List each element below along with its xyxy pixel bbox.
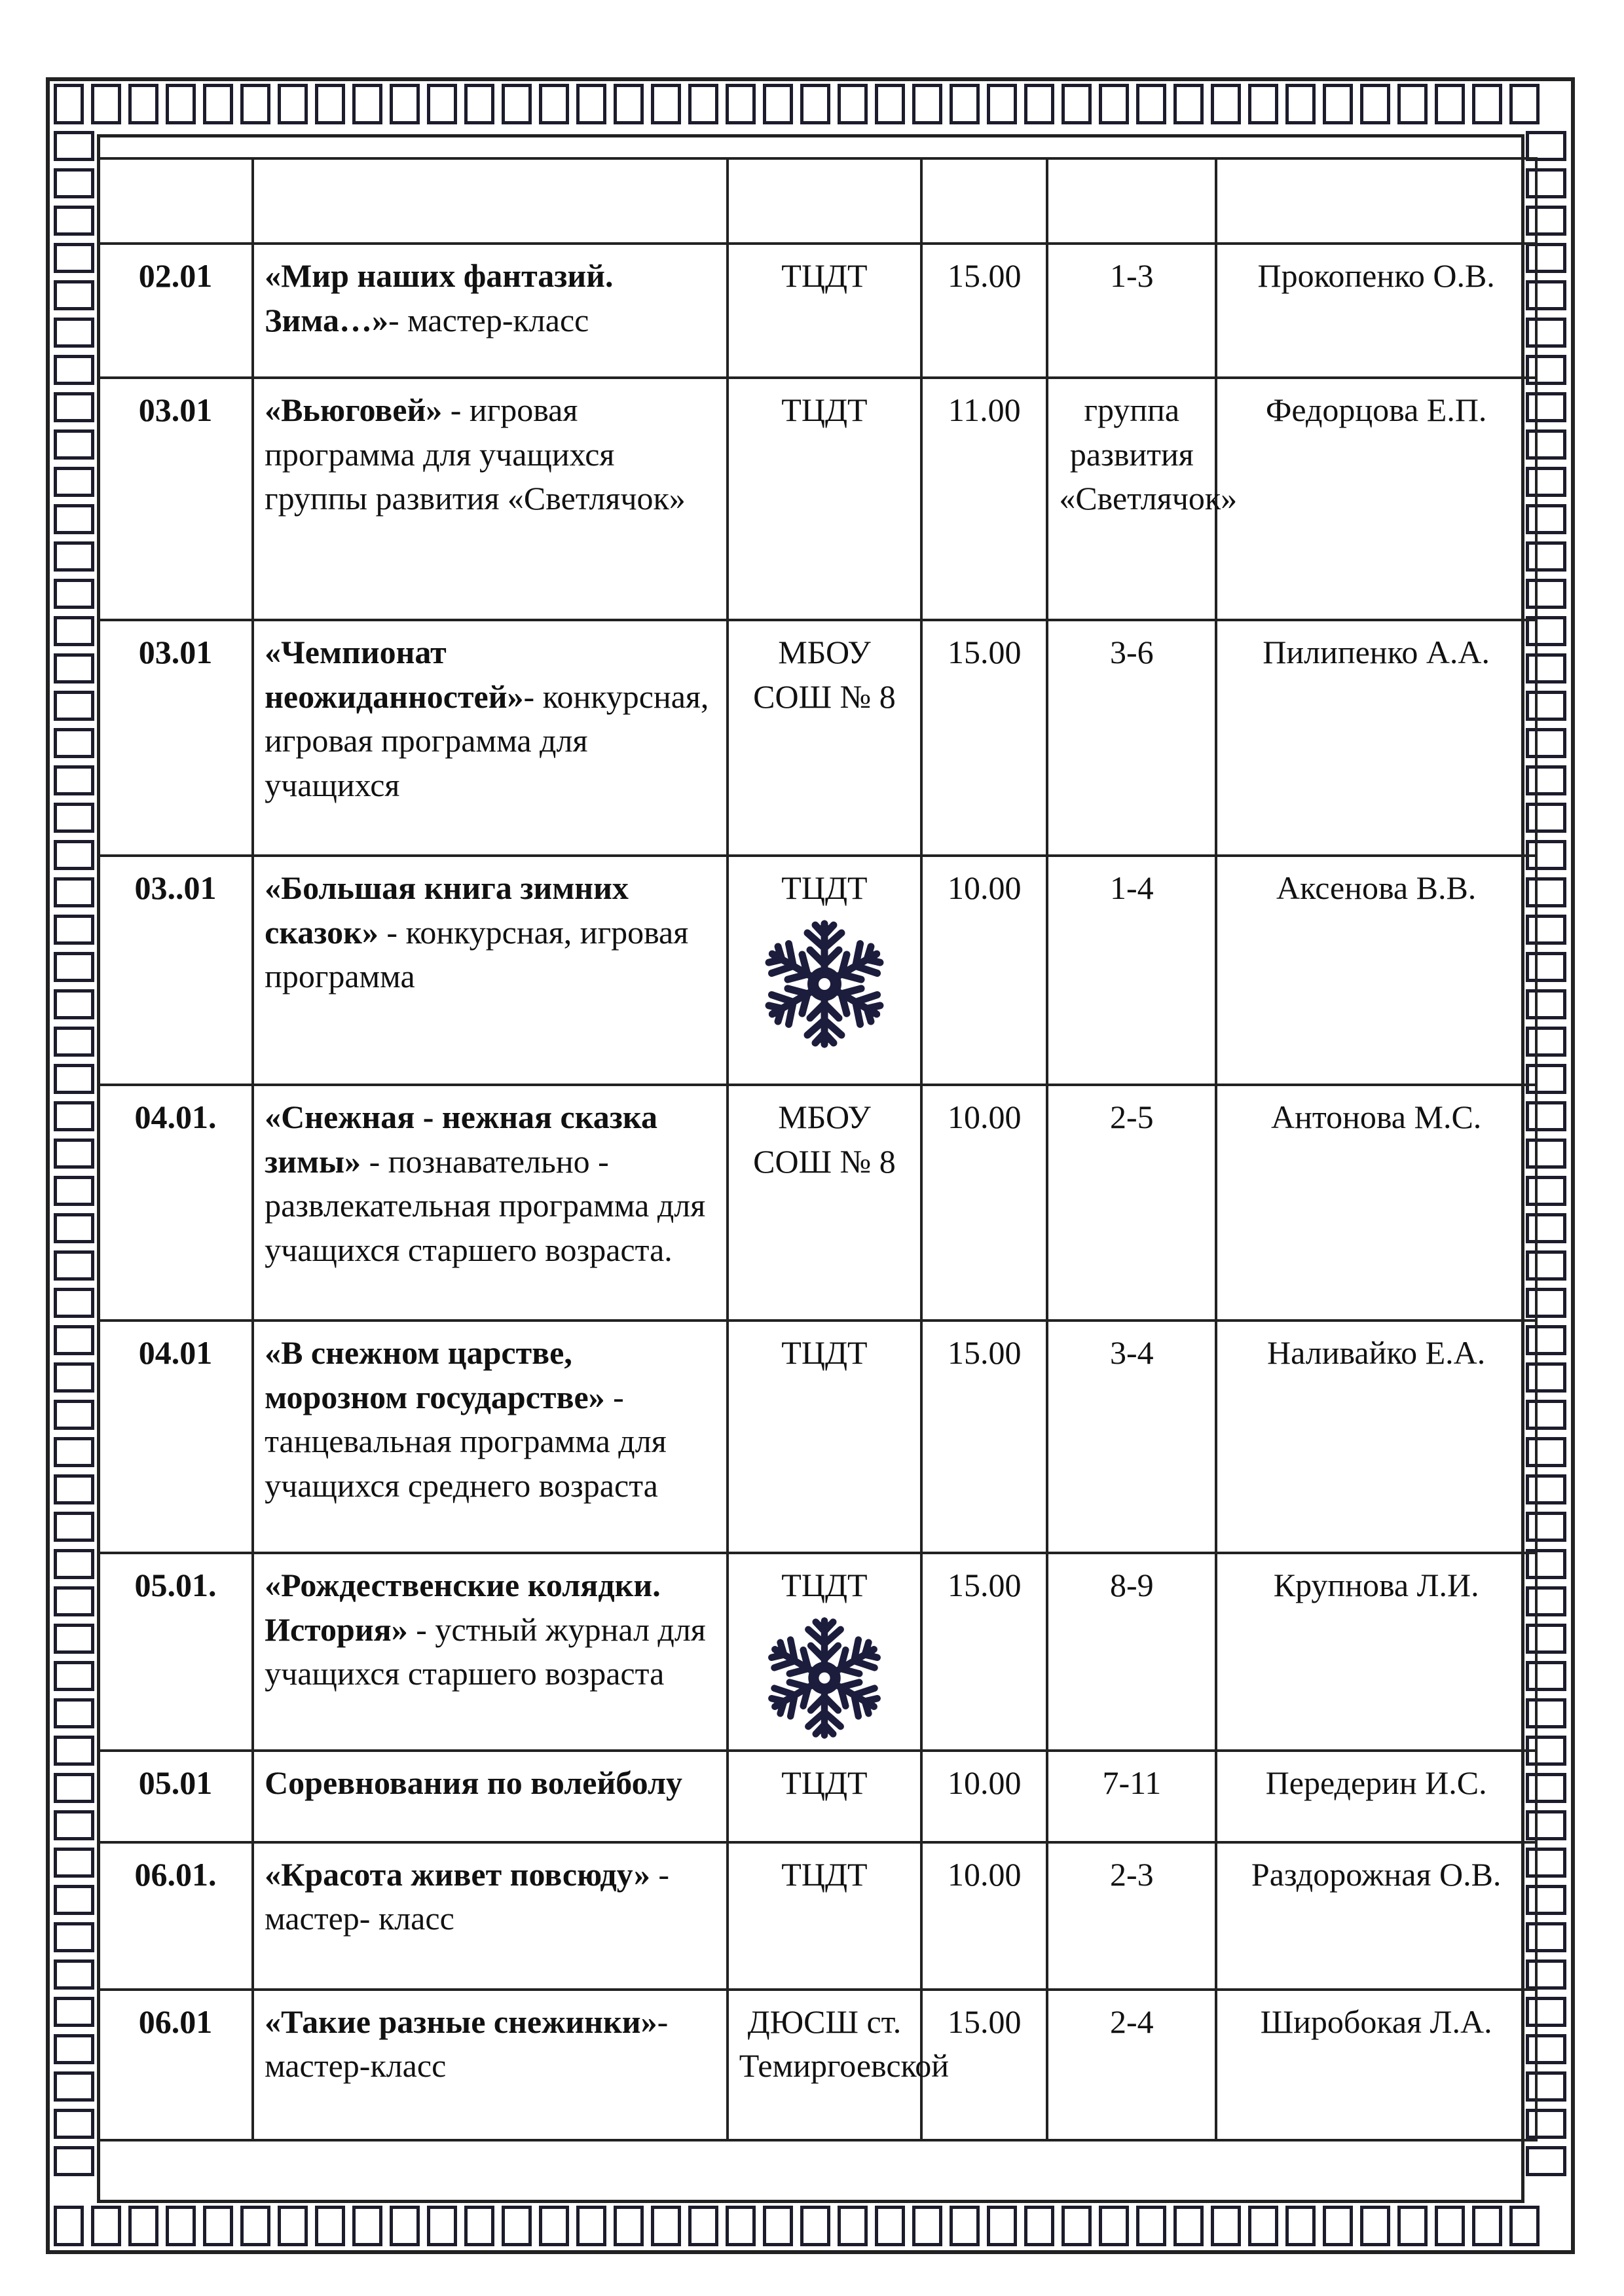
responsible-cell: Раздорожная О.В. bbox=[1216, 1842, 1536, 1990]
checker-square bbox=[203, 2206, 233, 2246]
checker-square bbox=[763, 84, 793, 124]
checker-square bbox=[54, 765, 94, 795]
checker-square bbox=[54, 1176, 94, 1206]
responsible-cell: Прокопенко О.В. bbox=[1216, 244, 1536, 378]
checker-square bbox=[54, 691, 94, 721]
time-cell: 15.00 bbox=[921, 244, 1047, 378]
checker-square bbox=[54, 1064, 94, 1094]
time-cell: 10.00 bbox=[921, 1842, 1047, 1990]
classes-cell: 3-6 bbox=[1047, 620, 1216, 856]
event-description: - танцевальная программа для учащихся среднего возраста bbox=[265, 1378, 667, 1504]
checker-square bbox=[539, 84, 569, 124]
time-cell: 15.00 bbox=[921, 620, 1047, 856]
checker-square bbox=[1360, 84, 1390, 124]
place-text: ТЦДТ bbox=[781, 1567, 868, 1603]
event-cell bbox=[253, 244, 728, 378]
checker-square bbox=[1099, 84, 1129, 124]
table-row bbox=[98, 244, 1536, 378]
event-title: «В снежном царстве, морозном государстве» bbox=[265, 1334, 605, 1415]
event-cell bbox=[253, 620, 728, 856]
event-title: «Рождественские колядки. История» bbox=[265, 1567, 661, 1648]
checker-square bbox=[987, 84, 1017, 124]
checker-square bbox=[763, 2206, 793, 2246]
date-cell: 04.01. bbox=[98, 1085, 253, 1321]
checker-border-bottom bbox=[54, 2206, 1567, 2246]
checker-square bbox=[614, 84, 644, 124]
place-cell bbox=[728, 244, 921, 378]
checker-square bbox=[1248, 84, 1278, 124]
time-cell: 15.00 bbox=[921, 1990, 1047, 2140]
time-cell: 11.00 bbox=[921, 378, 1047, 620]
checker-square bbox=[54, 1698, 94, 1728]
place-cell bbox=[728, 1553, 921, 1751]
table-row bbox=[98, 378, 1536, 620]
event-title: Соревнования по волейболу bbox=[265, 1764, 683, 1801]
place-cell bbox=[728, 1751, 921, 1842]
checker-square bbox=[240, 84, 270, 124]
checker-square bbox=[128, 84, 158, 124]
header-cell bbox=[921, 158, 1047, 244]
classes-cell: 2-3 bbox=[1047, 1842, 1216, 1990]
checker-square bbox=[278, 2206, 308, 2246]
checker-square bbox=[54, 2146, 94, 2176]
checker-square bbox=[576, 2206, 606, 2246]
checker-square bbox=[54, 2109, 94, 2139]
checker-square bbox=[1397, 84, 1428, 124]
classes-cell: 7-11 bbox=[1047, 1751, 1216, 1842]
checker-square bbox=[912, 2206, 942, 2246]
checker-square bbox=[1173, 84, 1204, 124]
checker-square bbox=[54, 355, 94, 385]
checker-square bbox=[800, 2206, 830, 2246]
checker-square bbox=[1136, 84, 1166, 124]
classes-cell: 1-3 bbox=[1047, 244, 1216, 378]
checker-square bbox=[54, 1101, 94, 1131]
checker-square bbox=[54, 1288, 94, 1318]
checker-square bbox=[54, 1512, 94, 1542]
checker-square bbox=[1360, 2206, 1390, 2246]
checker-square bbox=[1472, 84, 1502, 124]
place-cell bbox=[728, 1842, 921, 1990]
place-text: ТЦДТ bbox=[781, 392, 868, 428]
event-description: - мастер- класс bbox=[265, 1855, 670, 1937]
place-text: ТЦДТ bbox=[781, 257, 868, 294]
checker-square bbox=[91, 84, 121, 124]
checker-square bbox=[54, 467, 94, 497]
checker-square bbox=[91, 2206, 121, 2246]
checker-square bbox=[54, 2206, 84, 2246]
checker-square bbox=[1211, 84, 1241, 124]
checker-square bbox=[390, 84, 420, 124]
place-cell bbox=[728, 856, 921, 1085]
table-row bbox=[98, 1085, 1536, 1321]
checker-square bbox=[54, 206, 94, 236]
date-cell: 05.01 bbox=[98, 1751, 253, 1842]
event-cell bbox=[253, 1553, 728, 1751]
checker-square bbox=[203, 84, 233, 124]
checker-square bbox=[352, 84, 382, 124]
checker-square bbox=[1509, 84, 1540, 124]
event-description: - устный журнал для учащихся старшего возраста bbox=[265, 1611, 706, 1692]
checker-square bbox=[427, 2206, 457, 2246]
event-cell bbox=[253, 1990, 728, 2140]
table-row bbox=[98, 1751, 1536, 1842]
event-cell bbox=[253, 378, 728, 620]
responsible-cell: Пилипенко А.А. bbox=[1216, 620, 1536, 856]
event-cell bbox=[253, 1751, 728, 1842]
checker-square bbox=[1248, 2206, 1278, 2246]
checker-square bbox=[166, 2206, 196, 2246]
checker-square bbox=[54, 1437, 94, 1467]
responsible-cell: Федорцова Е.П. bbox=[1216, 378, 1536, 620]
place-cell bbox=[728, 1990, 950, 2140]
checker-square bbox=[912, 84, 942, 124]
checker-square bbox=[1061, 2206, 1092, 2246]
checker-square bbox=[54, 1250, 94, 1281]
checker-square bbox=[54, 504, 94, 534]
checker-square bbox=[54, 243, 94, 273]
responsible-cell: Крупнова Л.И. bbox=[1216, 1553, 1536, 1751]
checker-square bbox=[1285, 84, 1316, 124]
checker-square bbox=[54, 803, 94, 833]
checker-square bbox=[315, 84, 345, 124]
checker-square bbox=[54, 168, 94, 198]
place-cell bbox=[728, 620, 921, 856]
checker-square bbox=[502, 84, 532, 124]
checker-square bbox=[54, 280, 94, 310]
checker-square bbox=[987, 2206, 1017, 2246]
checker-square bbox=[54, 541, 94, 572]
checker-square bbox=[726, 84, 756, 124]
checker-square bbox=[875, 84, 905, 124]
checker-square bbox=[54, 318, 94, 348]
event-title: «Вьюговей» bbox=[265, 392, 443, 428]
checker-square bbox=[54, 728, 94, 758]
checker-square bbox=[1526, 2146, 1566, 2176]
table-row bbox=[98, 1553, 1536, 1751]
responsible-cell: Передерин И.С. bbox=[1216, 1751, 1536, 1842]
checker-square bbox=[800, 84, 830, 124]
checker-square bbox=[726, 2206, 756, 2246]
header-cell bbox=[1216, 158, 1536, 244]
checker-square bbox=[390, 2206, 420, 2246]
checker-square bbox=[464, 2206, 494, 2246]
place-text: МБОУ СОШ № 8 bbox=[753, 634, 896, 715]
checker-square bbox=[54, 1885, 94, 1915]
event-title: «Чемпионат неожиданностей» bbox=[265, 634, 524, 715]
checker-square bbox=[1323, 2206, 1353, 2246]
checker-square bbox=[1061, 84, 1092, 124]
place-cell bbox=[728, 1321, 921, 1553]
date-cell: 06.01. bbox=[98, 1842, 253, 1990]
table-row bbox=[98, 1990, 1536, 2140]
classes-cell: 1-4 bbox=[1047, 856, 1216, 1085]
event-title: «Мир наших фантазий. Зима…» bbox=[265, 257, 614, 338]
header-cell bbox=[98, 158, 253, 244]
classes-cell: 8-9 bbox=[1047, 1553, 1216, 1751]
date-cell: 05.01. bbox=[98, 1553, 253, 1751]
checker-square bbox=[838, 2206, 868, 2246]
checker-square bbox=[464, 84, 494, 124]
checker-square bbox=[54, 1810, 94, 1840]
checker-square bbox=[54, 1773, 94, 1803]
place-text: ДЮСШ ст. Темиргоевской bbox=[739, 2003, 950, 2084]
checker-square bbox=[1397, 2206, 1428, 2246]
checker-square bbox=[54, 1997, 94, 2027]
date-cell: 03.01 bbox=[98, 378, 253, 620]
checker-square bbox=[54, 1325, 94, 1355]
time-cell: 10.00 bbox=[921, 856, 1047, 1085]
date-cell: 02.01 bbox=[98, 244, 253, 378]
checker-square bbox=[54, 579, 94, 609]
event-title: «Такие разные снежинки» bbox=[265, 2003, 657, 2040]
time-cell: 15.00 bbox=[921, 1553, 1047, 1751]
time-cell: 10.00 bbox=[921, 1751, 1047, 1842]
checker-square bbox=[54, 1362, 94, 1393]
checker-square bbox=[240, 2206, 270, 2246]
event-description: - конкурсная, игровая программа bbox=[265, 913, 689, 994]
event-description: - познавательно - развлекательная программа для учащихся старшего возраста. bbox=[265, 1142, 706, 1268]
checker-square bbox=[54, 1400, 94, 1430]
checker-square bbox=[54, 877, 94, 907]
checker-border-top bbox=[54, 84, 1567, 124]
checker-square bbox=[54, 2071, 94, 2102]
time-cell: 15.00 bbox=[921, 1321, 1047, 1553]
checker-square bbox=[54, 84, 84, 124]
checker-square bbox=[54, 989, 94, 1019]
responsible-cell: Широбокая Л.А. bbox=[1216, 1990, 1536, 2140]
table-row bbox=[98, 1321, 1536, 1553]
checker-square bbox=[54, 1549, 94, 1579]
header-cell bbox=[1047, 158, 1216, 244]
checker-square bbox=[1435, 84, 1465, 124]
checker-square bbox=[54, 1922, 94, 1952]
checker-square bbox=[1509, 2206, 1540, 2246]
classes-cell: 3-4 bbox=[1047, 1321, 1216, 1553]
table-row bbox=[98, 1842, 1536, 1990]
time-cell: 10.00 bbox=[921, 1085, 1047, 1321]
checker-square bbox=[128, 2206, 158, 2246]
place-text: ТЦДТ bbox=[781, 869, 868, 906]
checker-square bbox=[1472, 2206, 1502, 2246]
checker-square bbox=[614, 2206, 644, 2246]
checker-square bbox=[651, 2206, 681, 2246]
place-cell bbox=[728, 1085, 921, 1321]
checker-square bbox=[1024, 2206, 1054, 2246]
checker-square bbox=[54, 1586, 94, 1616]
checker-square bbox=[54, 952, 94, 982]
checker-square bbox=[427, 84, 457, 124]
responsible-cell: Антонова М.С. bbox=[1216, 1085, 1536, 1321]
checker-border-left bbox=[54, 131, 94, 2200]
checker-square bbox=[1173, 2206, 1204, 2246]
classes-cell: 2-4 bbox=[1047, 1990, 1216, 2140]
date-cell: 04.01 bbox=[98, 1321, 253, 1553]
checker-square bbox=[54, 915, 94, 945]
checker-square bbox=[54, 1624, 94, 1654]
event-cell bbox=[253, 856, 728, 1085]
responsible-cell: Наливайко Е.А. bbox=[1216, 1321, 1536, 1553]
checker-square bbox=[502, 2206, 532, 2246]
checker-square bbox=[950, 2206, 980, 2246]
checker-square bbox=[688, 84, 718, 124]
date-cell: 03.01 bbox=[98, 620, 253, 856]
checker-square bbox=[1211, 2206, 1241, 2246]
checker-square bbox=[54, 616, 94, 646]
event-description: - игровая программа для учащихся группы развития «Светлячок» bbox=[265, 392, 686, 517]
checker-square bbox=[278, 84, 308, 124]
checker-square bbox=[54, 653, 94, 683]
checker-square bbox=[688, 2206, 718, 2246]
table-row bbox=[98, 856, 1536, 1085]
place-text: ТЦДТ bbox=[781, 1764, 868, 1801]
checker-square bbox=[1285, 2206, 1316, 2246]
checker-square bbox=[54, 1959, 94, 1990]
checker-square bbox=[1099, 2206, 1129, 2246]
event-cell bbox=[253, 1321, 728, 1553]
checker-square bbox=[54, 1139, 94, 1169]
date-cell: 03..01 bbox=[98, 856, 253, 1085]
snowflake-icon bbox=[759, 919, 890, 1049]
checker-square bbox=[838, 84, 868, 124]
checker-square bbox=[576, 84, 606, 124]
checker-square bbox=[54, 1661, 94, 1691]
checker-square bbox=[1024, 84, 1054, 124]
checker-square bbox=[54, 429, 94, 460]
place-text: МБОУ СОШ № 8 bbox=[753, 1099, 896, 1180]
checker-square bbox=[54, 840, 94, 870]
checker-square bbox=[54, 1736, 94, 1766]
responsible-cell: Аксенова В.В. bbox=[1216, 856, 1536, 1085]
header-cell bbox=[728, 158, 921, 244]
checker-square bbox=[651, 84, 681, 124]
checker-square bbox=[1435, 2206, 1465, 2246]
checker-square bbox=[875, 2206, 905, 2246]
event-description: - мастер-класс bbox=[388, 301, 589, 338]
checker-square bbox=[539, 2206, 569, 2246]
classes-cell: группа развития «Светлячок» bbox=[1047, 378, 1216, 620]
event-description: - мастер-класс bbox=[265, 2003, 669, 2084]
classes-cell: 2-5 bbox=[1047, 1085, 1216, 1321]
place-text: ТЦДТ bbox=[781, 1855, 868, 1893]
checker-square bbox=[1323, 84, 1353, 124]
table-row bbox=[98, 620, 1536, 856]
checker-square bbox=[54, 1474, 94, 1504]
event-cell bbox=[253, 1842, 728, 1990]
event-cell bbox=[253, 1085, 728, 1321]
checker-square bbox=[315, 2206, 345, 2246]
checker-square bbox=[950, 84, 980, 124]
checker-square bbox=[54, 1213, 94, 1243]
snowflake-icon bbox=[762, 1616, 887, 1740]
checker-square bbox=[54, 2034, 94, 2064]
schedule-table bbox=[97, 157, 1538, 2141]
checker-square bbox=[54, 392, 94, 422]
date-cell: 06.01 bbox=[98, 1990, 253, 2140]
checker-square bbox=[166, 84, 196, 124]
checker-square bbox=[352, 2206, 382, 2246]
event-description: - конкурсная, игровая программа для учащихся bbox=[265, 678, 709, 803]
place-text: ТЦДТ bbox=[781, 1334, 868, 1371]
place-cell bbox=[728, 378, 921, 620]
checker-square bbox=[54, 1027, 94, 1057]
event-title: «Красота живет повсюду» bbox=[265, 1855, 650, 1893]
checker-square bbox=[54, 1848, 94, 1878]
header-cell bbox=[253, 158, 728, 244]
checker-square bbox=[1136, 2206, 1166, 2246]
event-title: «Большая книга зимних сказок» bbox=[265, 869, 629, 951]
event-title: «Снежная - нежная сказка зимы» bbox=[265, 1099, 657, 1180]
header-row bbox=[98, 158, 1536, 244]
checker-square bbox=[54, 131, 94, 161]
